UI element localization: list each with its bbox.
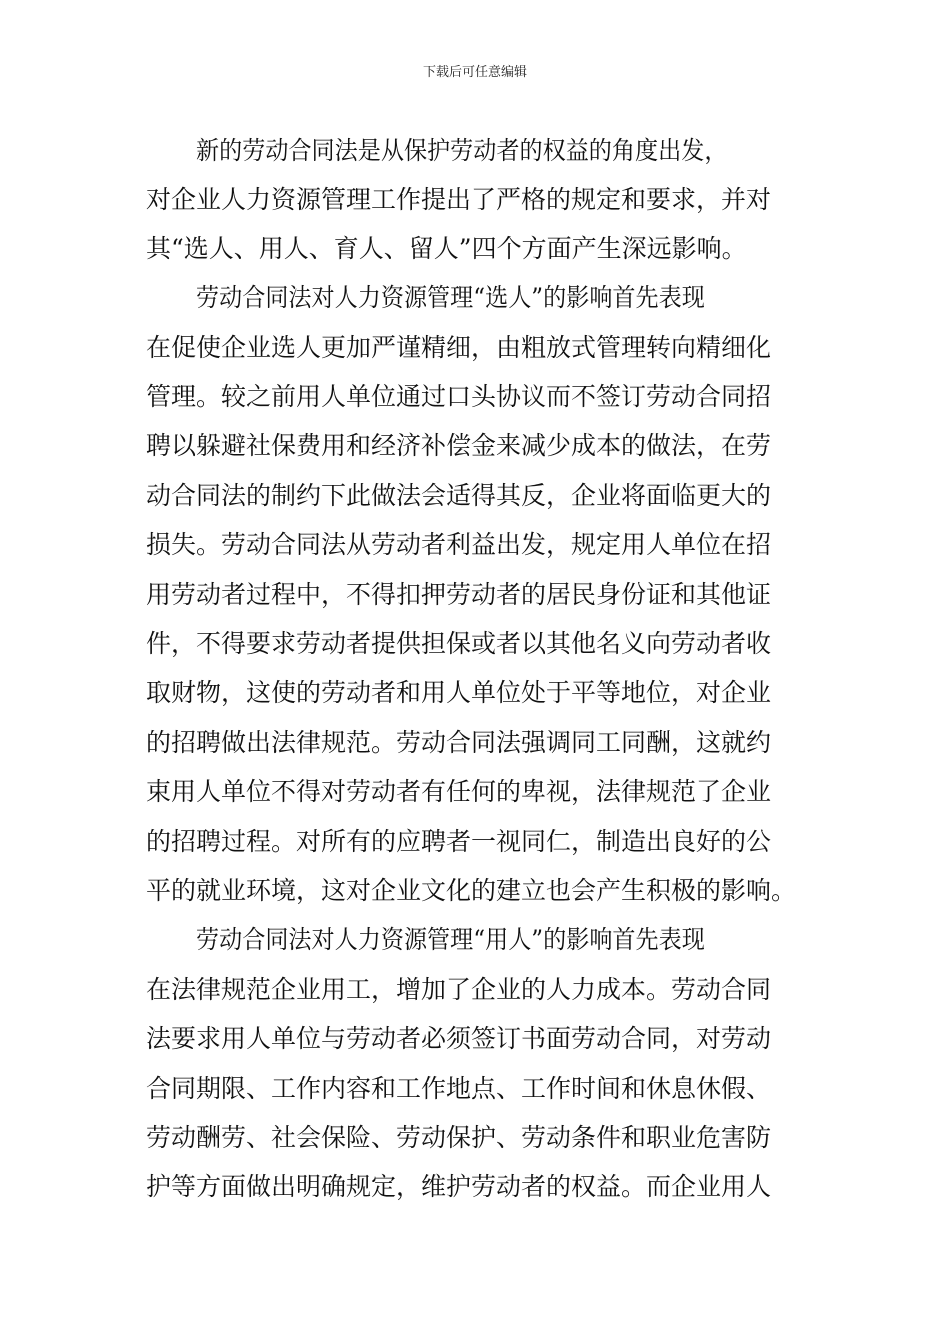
text-line: 对企业人力资源管理工作提出了严格的规定和要求，并对 — [146, 185, 772, 214]
text-line: 劳动酬劳、社会保险、劳动保护、劳动条件和职业危害防 — [146, 1123, 772, 1152]
text-line: 的招聘过程。对所有的应聘者一视同仁，制造出良好的公 — [146, 827, 772, 856]
text-line: 劳动合同法对人力资源管理“用人”的影响首先表现 — [196, 925, 705, 954]
text-line: 聘以躲避社保费用和经济补偿金来减少成本的做法，在劳 — [146, 431, 772, 460]
text-line: 合同期限、工作内容和工作地点、工作时间和休息休假、 — [146, 1074, 772, 1103]
text-line: 在法律规范企业用工，增加了企业的人力成本。劳动合同 — [146, 975, 772, 1004]
text-line: 平的就业环境，这对企业文化的建立也会产生积极的影响。 — [146, 876, 797, 905]
text-line: 的招聘做出法律规范。劳动合同法强调同工同酬，这就约 — [146, 728, 772, 757]
page-header: 下载后可任意编辑 — [422, 65, 527, 80]
text-line: 法要求用人单位与劳动者必须签订书面劳动合同，对劳动 — [146, 1024, 772, 1053]
text-line: 用劳动者过程中，不得扣押劳动者的居民身份证和其他证 — [146, 580, 772, 609]
text-line: 管理。较之前用人单位通过口头协议而不签订劳动合同招 — [146, 382, 772, 411]
text-line: 劳动合同法对人力资源管理“选人”的影响首先表现 — [196, 283, 705, 312]
text-line: 取财物，这使的劳动者和用人单位处于平等地位，对企业 — [146, 678, 772, 707]
text-line: 在促使企业选人更加严谨精细，由粗放式管理转向精细化 — [146, 333, 772, 362]
text-line: 束用人单位不得对劳动者有任何的卑视，法律规范了企业 — [146, 777, 772, 806]
text-line: 动合同法的制约下此做法会适得其反，企业将面临更大的 — [146, 481, 772, 510]
text-line: 损失。劳动合同法从劳动者利益出发，规定用人单位在招 — [146, 530, 772, 559]
text-line: 件，不得要求劳动者提供担保或者以其他名义向劳动者收 — [146, 629, 772, 658]
text-line: 新的劳动合同法是从保护劳动者的权益的角度出发， — [196, 136, 728, 165]
text-line: 护等方面做出明确规定，维护劳动者的权益。而企业用人 — [146, 1172, 772, 1201]
text-line: 其“选人、用人、育人、留人”四个方面产生深远影响。 — [146, 234, 747, 263]
